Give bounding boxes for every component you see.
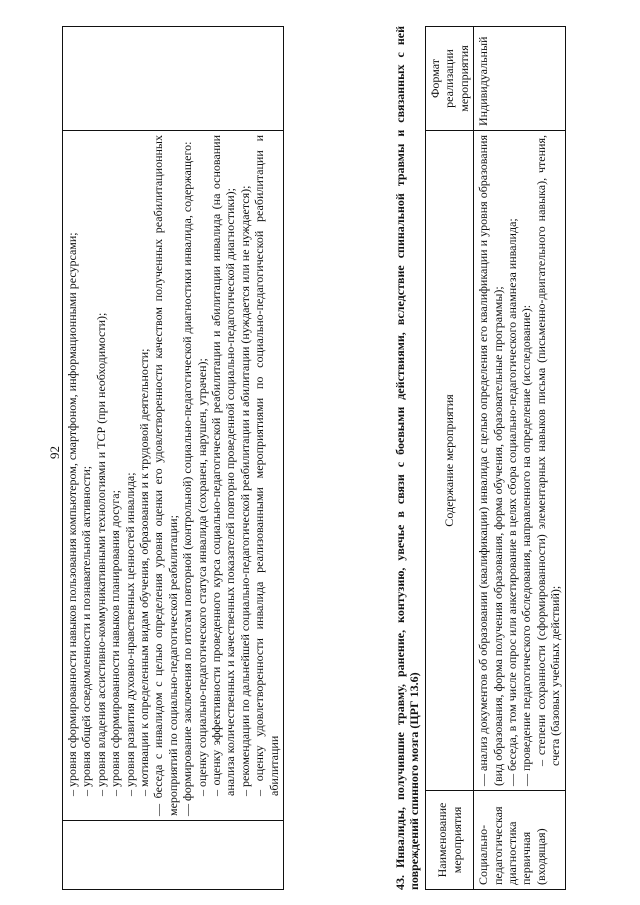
table-row [63, 27, 284, 890]
list-item: — беседа, в том числе опрос или анкетирование в целях сбора социально-педагогического анамнеза инвалида; [505, 218, 520, 786]
list-item: — формирование заключения по итогам повторной (контрольной) социально-педагогической диагностики инвалида, содержащего: [180, 141, 195, 816]
header-name: Наименование мероприятия [426, 791, 474, 890]
list-item: – уровня общей осведомленности и познавательной активности; [79, 465, 94, 796]
list-item: – оценку социально-педагогического статуса инвалида (сохранен, нарушен, утрачен); [194, 358, 209, 796]
format-cell [63, 27, 284, 131]
list-item: – оценку удовлетворенности инвалида реализованными мероприятиями по социально-педагогической реабилитации и абилитации [252, 135, 281, 796]
page-number: 92 [47, 446, 62, 459]
list-item: — беседа с инвалидом с целью определения уровня оценки его удовлетворенности качеством полученных реабилитационных мероприятий по социально-педагогической реабилитации; [151, 135, 180, 816]
activity-content [474, 131, 565, 791]
header-format: Формат реализации мероприятия [426, 27, 474, 131]
list-item: – оценку эффективности проведенного курса социально-педагогической реабилитации и абилитации инвалида (на основании анализа количественных и качественных показателей повторно проведенной социально-педагогической диагностики); [209, 135, 238, 796]
list-item: – уровня сформированности навыков планирования досуга; [108, 490, 123, 796]
list-item: – уровня развития духовно-нравственных ценностей инвалида; [122, 472, 137, 796]
list-item: – уровня владения ассистивно-коммуникативными технологиями и ТСР (при необходимости); [93, 312, 108, 796]
list-item: – степени сохранности (сформированности) элементарных навыков письма (письменно-двигательного навыка), чтения, счета (базовых учебных действий); [533, 135, 563, 766]
content-cell [63, 131, 284, 821]
continuation-table [62, 26, 284, 890]
activity-format: Индивидуальный [474, 27, 565, 131]
header-row [426, 27, 474, 890]
header-content: Содержание мероприятия [426, 131, 474, 791]
name-cell [63, 821, 284, 890]
list-item: – уровня сформированности навыков пользования компьютером, смартфоном, информационными ресурсами; [65, 232, 79, 796]
section-heading: 43. Инвалиды, получившие травму, ранение, контузию, увечье в связи с боевыми действиями, вследствие спинальной травмы и связанных с ней повреждений спинного мозга (ЦРГ 13.6) [393, 26, 422, 890]
activity-name: Социально-педагогическая диагностика первичная (входящая) [474, 791, 565, 890]
list-item: — анализ документов об образовании (квалификации) инвалида с целью определения его квалификации и уровня образования (вид образования, форма получения образования, форма обучения, образовательные программы); [476, 135, 505, 786]
activities-table [425, 26, 566, 890]
list-item: – мотивации к определенным видам обучения, образования и к трудовой деятельности; [137, 348, 152, 796]
table-row [474, 27, 565, 890]
list-item: – рекомендации по дальнейшей социально-педагогической реабилитации и абилитации (нуждается или не нуждается); [237, 185, 252, 796]
list-item: — проведение педагогического обследования, направленного на определение (исследование): [519, 304, 534, 786]
